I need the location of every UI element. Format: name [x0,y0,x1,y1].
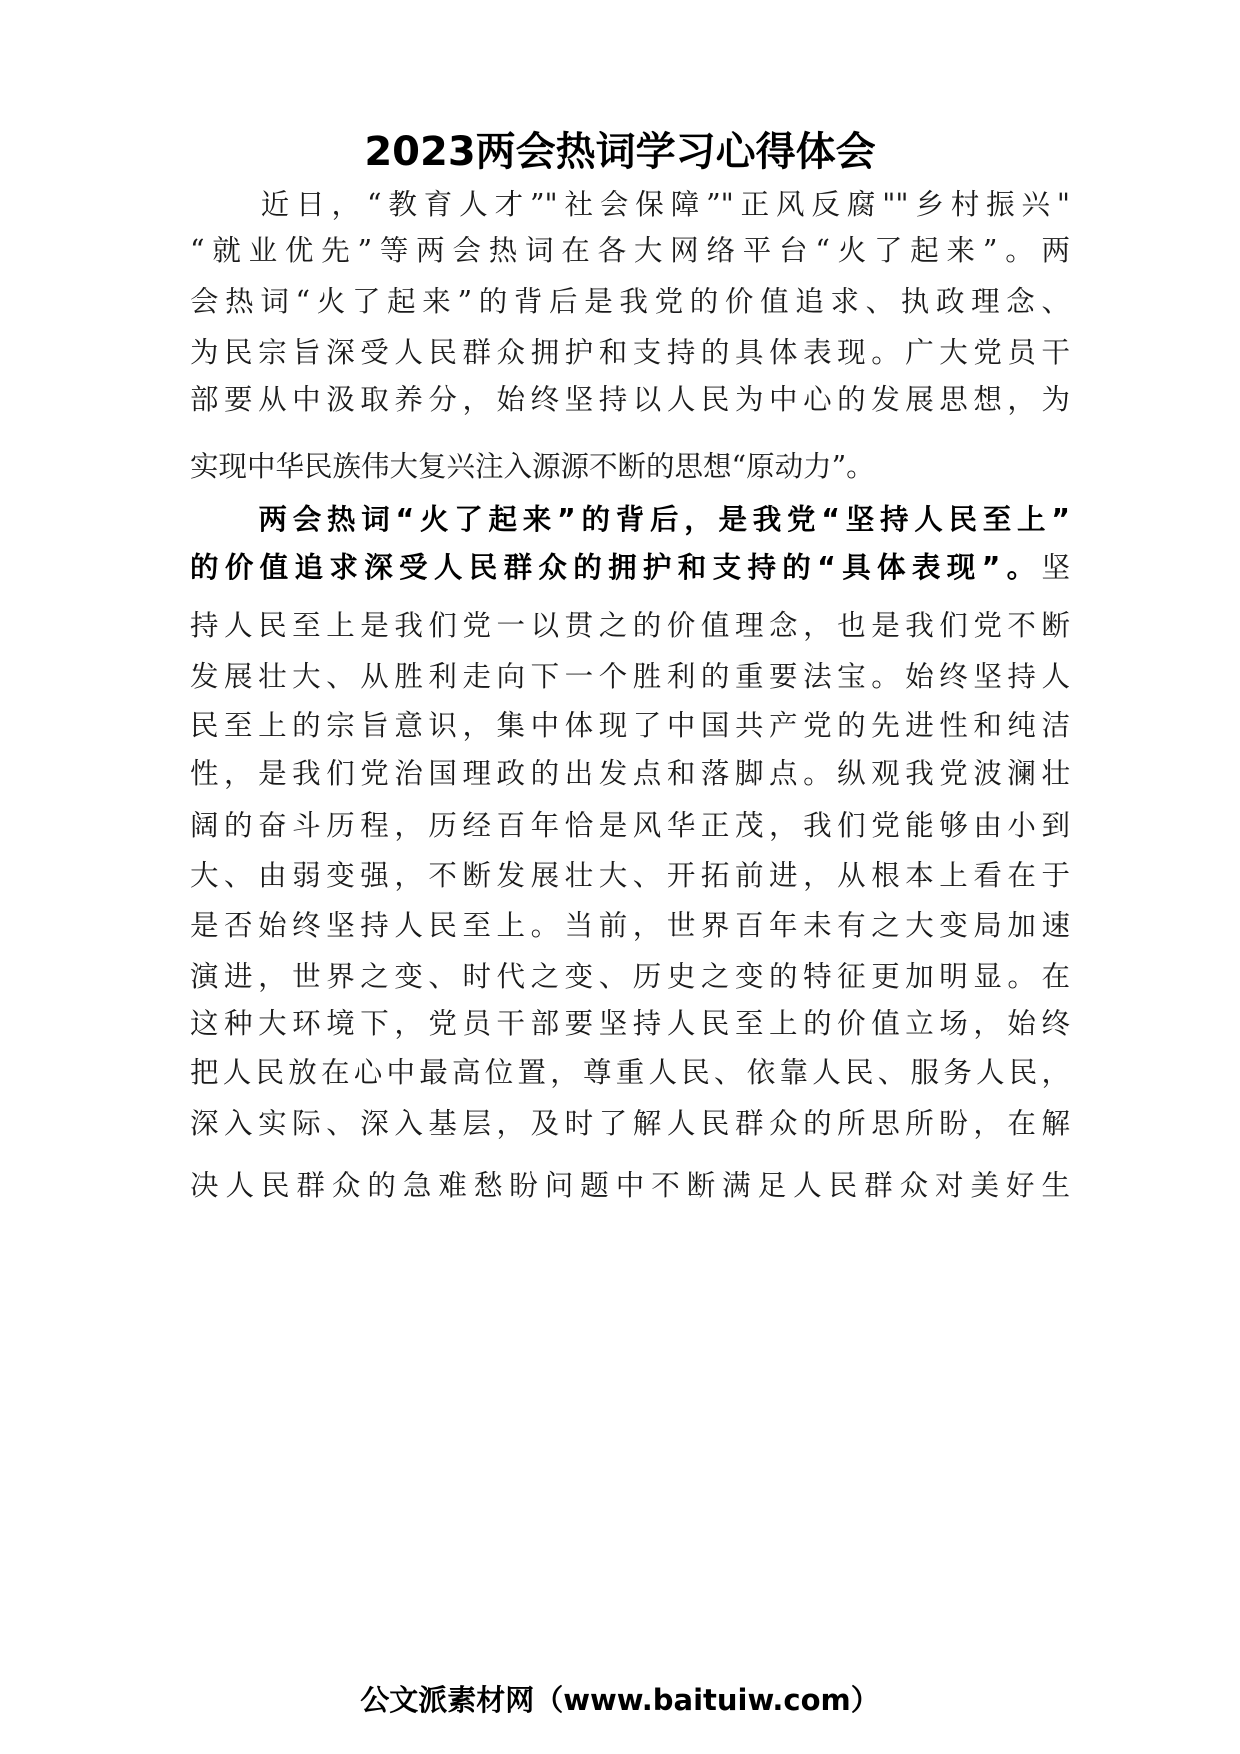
paragraph-2-line-5: 阔的奋斗历程，历经百年恰是风华正茂，我们党能够由小到 [190,809,1070,842]
paragraph-1-line-2: “就业优先”等两会热词在各大网络平台“火了起来”。两 [190,234,1070,267]
paragraph-2-bold-line-2 [190,548,1070,588]
paragraph-2-bold-line-1 [190,500,1070,540]
paragraph-2-line-7: 是否始终坚持人民至上。当前，世界百年未有之大变局加速 [190,909,1070,942]
paragraph-2-line-4: 性，是我们党治国理政的出发点和落脚点。纵观我党波澜壮 [190,757,1070,790]
paragraph-1-line-1: 近日，“教育人才”"社会保障”"正风反腐""乡村振兴" [190,188,1070,221]
paragraph-2-line-1: 持人民至上是我们党一以贯之的价值理念，也是我们党不断 [190,609,1070,642]
paragraph-2-line-12: 决人民群众的急难愁盼问题中不断满足人民群众对美好生 [190,1169,1070,1202]
page-title: 2023两会热词学习心得体会 [364,129,876,175]
paragraph-1-line-6: 实现中华民族伟大复兴注入源源不断的思想“原动力”。 [190,450,875,483]
paragraph-2-line-2: 发展壮大、从胜利走向下一个胜利的重要法宝。始终坚持人 [190,660,1070,693]
bold-heading-text-1: 两会热词“火了起来”的背后，是我党“坚持人民至上” [190,503,1070,536]
paragraph-2-continuation: 坚 [1041,551,1070,584]
paragraph-2-line-9: 这种大环境下，党员干部要坚持人民至上的价值立场，始终 [190,1007,1070,1040]
paragraph-2-line-8: 演进，世界之变、时代之变、历史之变的特征更加明显。在 [190,960,1070,993]
paragraph-2-line-11: 深入实际、深入基层，及时了解人民群众的所思所盼，在解 [190,1107,1070,1140]
paragraph-2-line-3: 民至上的宗旨意识，集中体现了中国共产党的先进性和纯洁 [190,709,1070,742]
paragraph-1-line-4: 为民宗旨深受人民群众拥护和支持的具体表现。广大党员干 [190,336,1070,369]
paragraph-1-line-3: 会热词“火了起来”的背后是我党的价值追求、执政理念、 [190,285,1070,318]
bold-heading-text-2: 的价值追求深受人民群众的拥护和支持的“具体表现”。 [190,551,1042,584]
paragraph-1-line-5: 部要从中汲取养分，始终坚持以人民为中心的发展思想，为 [190,383,1070,416]
paragraph-2-line-6: 大、由弱变强，不断发展壮大、开拓前进，从根本上看在于 [190,859,1070,892]
paragraph-2-line-10: 把人民放在心中最高位置，尊重人民、依靠人民、服务人民， [190,1056,1070,1089]
footer-source: 公文派素材网（www.baituiw.com） [360,1683,880,1717]
